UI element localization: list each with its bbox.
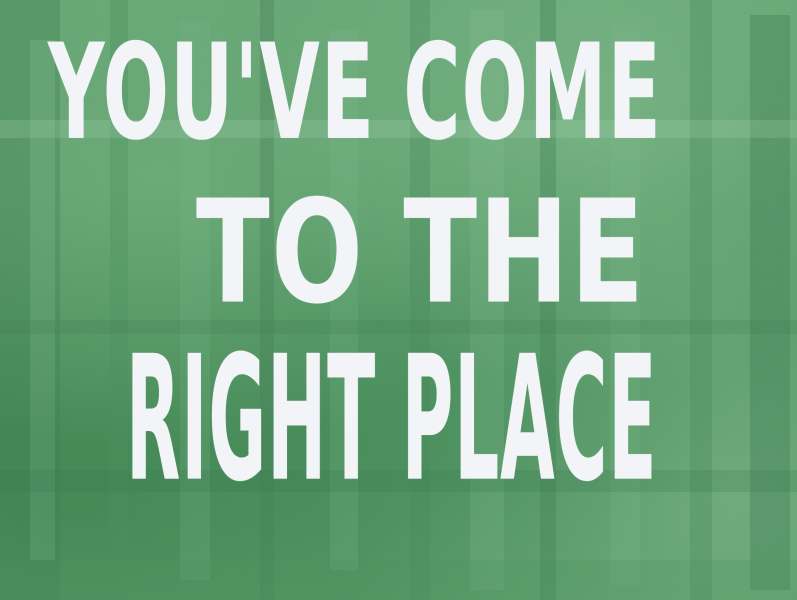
painted-line-to-the: TO THE (196, 170, 646, 336)
painted-line-right-place: RIGHT PLACE (126, 319, 658, 521)
painted-line-youve-come: YOU'VE COME (48, 16, 662, 170)
